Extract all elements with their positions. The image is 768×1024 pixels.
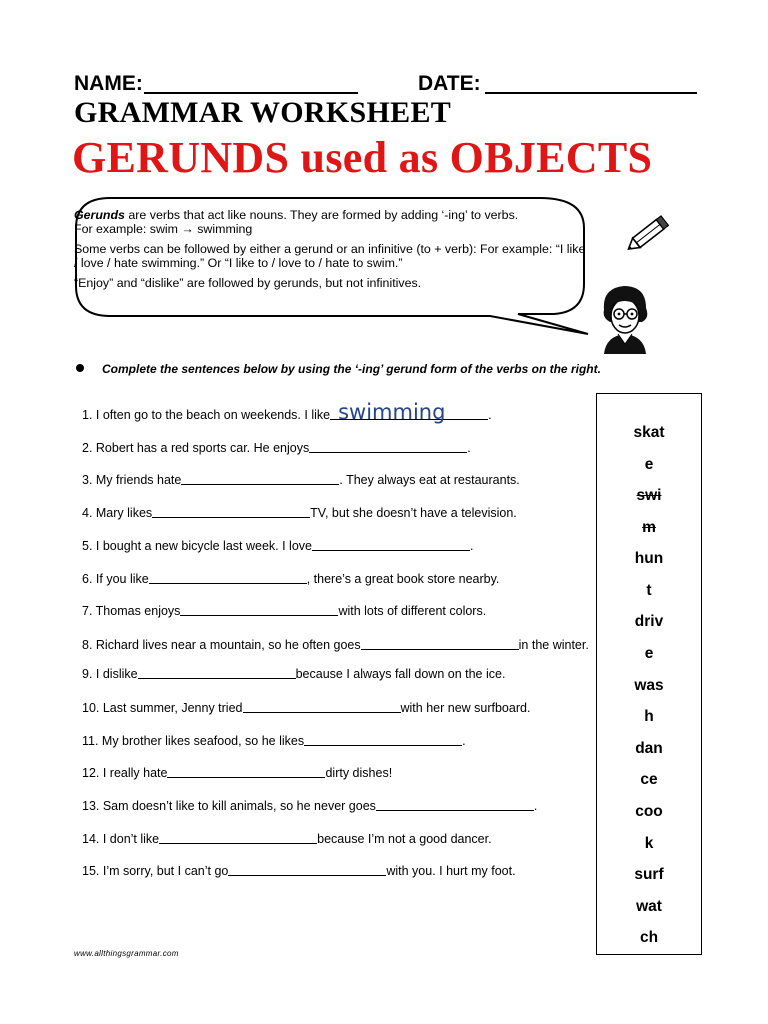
bullet-icon: [76, 364, 84, 372]
sentence-text: .: [462, 734, 466, 748]
handwritten-answer: swimming: [338, 400, 446, 424]
sentence-6: [82, 570, 499, 588]
sentence-11: [82, 732, 466, 750]
verb-item-struck: swi: [636, 487, 662, 504]
sentence-text: with lots of different colors.: [338, 604, 487, 618]
sentence-text: .: [533, 799, 538, 813]
sentence-8: [82, 636, 589, 654]
sentence-5: [82, 537, 473, 555]
sentence-text: 3. My friends hate: [82, 473, 182, 487]
sentence-text: in the winter.: [518, 638, 589, 652]
answer-blank-8[interactable]: [361, 636, 519, 650]
verb-item: h: [644, 708, 654, 725]
answer-blank-2[interactable]: [309, 439, 467, 453]
topic-title: GERUNDS used as OBJECTS: [72, 133, 653, 182]
explanation-box: [74, 208, 586, 296]
sentence-2: [82, 439, 471, 457]
pencil-icon: [622, 212, 674, 258]
answer-blank-4[interactable]: [152, 504, 310, 518]
instructions-text: Complete the sentences below by using the ‘-ing’ gerund form of the verbs on the right.: [102, 362, 601, 376]
verb-list-box: [596, 393, 702, 955]
sentence-text: 13. Sam doesn’t like to kill animals, so he never goes: [82, 799, 376, 813]
verb-item: e: [644, 645, 654, 662]
verb-item: t: [646, 582, 652, 599]
verb-item: ce: [640, 771, 658, 788]
sentence-text: because I’m not a good dancer.: [317, 832, 492, 846]
explanation-definition: are verbs that act like nouns. They are formed by adding ‘-ing’ to verbs.: [124, 208, 519, 222]
sentence-4: [82, 504, 517, 522]
verb-item: k: [644, 835, 654, 852]
verb-item: wat: [636, 898, 662, 915]
verb-item: dan: [635, 740, 663, 757]
sentence-text: 11. My brother likes seafood, so he likes: [82, 734, 305, 748]
sentence-12: [82, 764, 392, 782]
teacher-icon: [598, 282, 654, 354]
sentence-14: [82, 830, 492, 848]
answer-blank-12[interactable]: [167, 764, 325, 778]
sentence-13: [82, 797, 537, 815]
sentence-text: 9. I dislike: [82, 667, 138, 681]
answer-blank-9[interactable]: [138, 665, 296, 679]
sentence-text: 5. I bought a new bicycle last week. I love: [82, 539, 312, 553]
sentence-1: [82, 400, 492, 424]
footer-url[interactable]: www.allthingsgrammar.com: [74, 949, 179, 958]
instructions: [76, 362, 601, 376]
sentence-3: [82, 471, 520, 489]
sentence-text: 2. Robert has a red sports car. He enjoys: [82, 441, 310, 455]
sentence-9: [82, 665, 505, 683]
sentence-text: , there’s a great book store nearby.: [306, 572, 500, 586]
verb-item: coo: [635, 803, 663, 820]
sentence-text: 1. I often go to the beach on weekends. I like: [82, 408, 331, 422]
answer-blank-5[interactable]: [312, 537, 470, 551]
verb-item: skat: [633, 424, 665, 441]
verb-item: driv: [634, 613, 664, 630]
sentence-text: 10. Last summer, Jenny tried: [82, 701, 243, 715]
verb-item: surf: [634, 866, 664, 883]
sentence-text: with you. I hurt my foot.: [386, 864, 516, 878]
explanation-infinitive-note: Some verbs can be followed by either a gerund or an infinitive (to + verb): For example: “I like / love / hate swimming.” Or “I like to / love to / hate to swim.”: [74, 242, 586, 270]
sentence-text: because I always fall down on the ice.: [295, 667, 506, 681]
explanation-example: For example: swim → swimming: [74, 222, 253, 236]
sentence-text: 8. Richard lives near a mountain, so he often goes: [82, 638, 361, 652]
verb-item: was: [634, 677, 664, 694]
sentence-text: with her new surfboard.: [400, 701, 531, 715]
sentence-text: .: [488, 408, 492, 422]
term-gerunds: Gerunds: [74, 208, 125, 222]
verb-item: hun: [634, 550, 664, 567]
sentence-text: 12. I really hate: [82, 766, 168, 780]
answer-blank-10[interactable]: [243, 699, 401, 713]
verb-item: ch: [639, 929, 659, 946]
name-blank[interactable]: [144, 92, 358, 94]
answer-blank-14[interactable]: [159, 830, 317, 844]
sentence-text: dirty dishes!: [325, 766, 393, 780]
name-label: NAME:: [74, 72, 143, 95]
sentence-text: .: [470, 539, 474, 553]
answer-blank-7[interactable]: [180, 602, 338, 616]
sentence-text: . They always eat at restaurants.: [339, 473, 520, 487]
answer-blank-15[interactable]: [228, 862, 386, 876]
answer-blank-6[interactable]: [149, 570, 307, 584]
answer-blank-13[interactable]: [376, 797, 534, 811]
sentence-text: 6. If you like: [82, 572, 149, 586]
sentence-text: TV, but she doesn’t have a television.: [310, 506, 517, 520]
sentence-15: [82, 862, 516, 880]
worksheet-title: GRAMMAR WORKSHEET: [74, 96, 452, 129]
sentence-text: 15. I’m sorry, but I can’t go: [82, 864, 229, 878]
explanation-enjoy-note: “Enjoy” and “dislike” are followed by gerunds, but not infinitives.: [74, 276, 422, 290]
date-blank[interactable]: [485, 92, 697, 94]
verb-item-struck: m: [642, 519, 656, 536]
sentence-10: [82, 699, 530, 717]
answer-blank-3[interactable]: [181, 471, 339, 485]
verb-item: e: [644, 456, 654, 473]
answer-blank-11[interactable]: [304, 732, 462, 746]
sentence-text: 14. I don’t like: [82, 832, 160, 846]
sentence-7: [82, 602, 486, 620]
header-row: [74, 72, 714, 98]
answer-blank-1[interactable]: [330, 400, 488, 424]
sentence-text: .: [467, 441, 471, 455]
sentence-text: 4. Mary likes: [82, 506, 153, 520]
date-label: DATE:: [418, 72, 481, 95]
sentence-text: 7. Thomas enjoys: [82, 604, 181, 618]
